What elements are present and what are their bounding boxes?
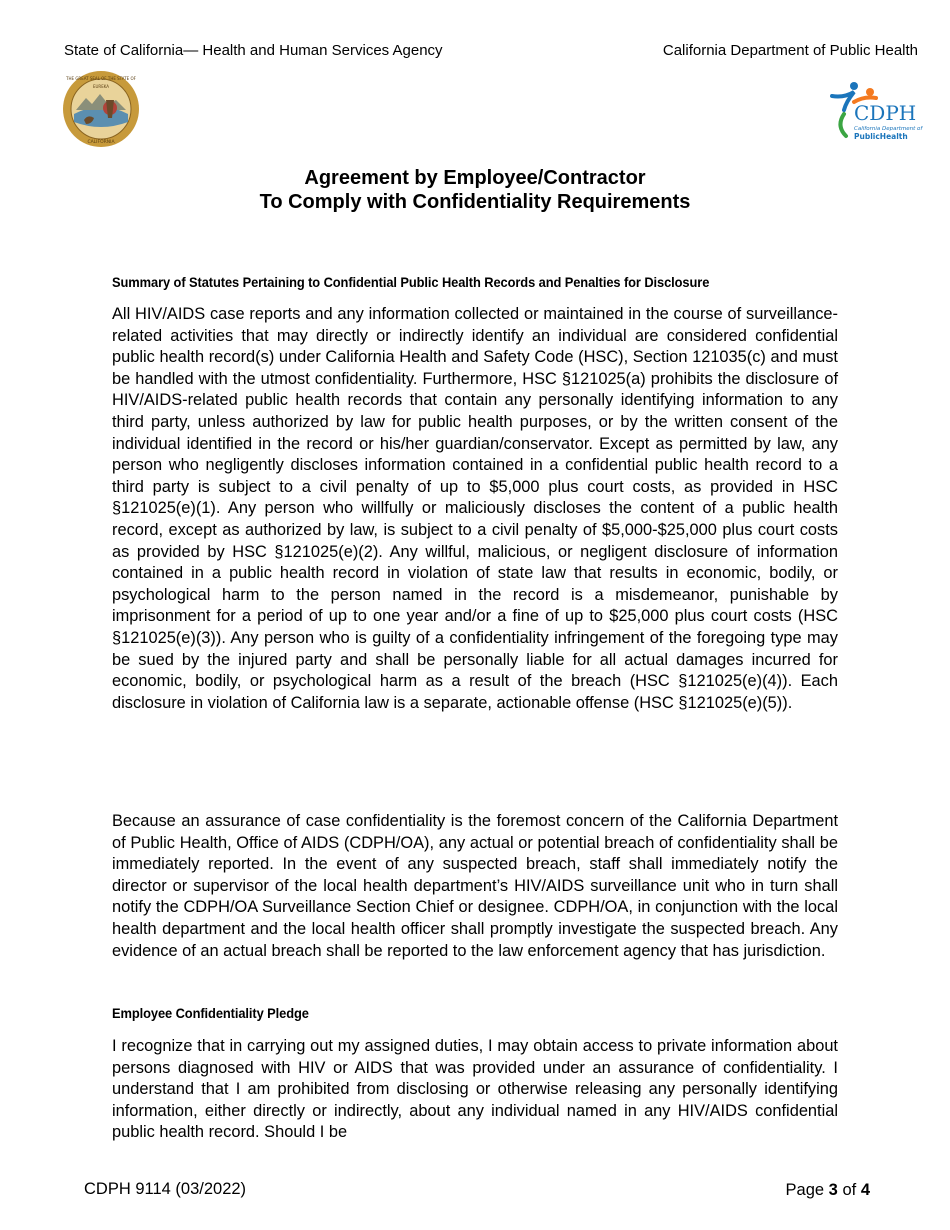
assurance-paragraph: Because an assurance of case confidentiality is the foremost concern of the California Department of Public Health, Office of AIDS (CDPH/OA), any actual or potential breach of confidentiality shall be immediately reported. In the event of any suspected breach, staff shall immediately notify the director or supervisor of the local health department’s HIV/AIDS surveillance unit who in turn shall notify the CDPH/OA Surveillance Section Chief or designee. CDPH/OA, in conjunction with the local health department and the local health officer shall promptly investigate the suspected breach. Any evidence of an actual breach shall be reported to the law enforcement agency that has jurisdiction.	[112, 812, 838, 960]
pledge-paragraph: I recognize that in carrying out my assigned duties, I may obtain access to private information about persons diagnosed with HIV or AIDS that was provided under an assurance of confidentiality. I understand that I am prohibited from disclosing or otherwise releasing any personally identifying information, either directly or indirectly, about any individual named in any HIV/AIDS confidential public health record. Should I be	[112, 1037, 838, 1142]
header-department: California Department of Public Health	[662, 42, 918, 59]
cdph-abbr: CDPH	[854, 101, 917, 125]
pledge-heading: Employee Confidentiality Pledge	[112, 1005, 309, 1021]
seal-motto: EUREKA	[92, 84, 110, 89]
page-label: Page	[785, 1181, 825, 1199]
page-of: of	[842, 1181, 857, 1199]
cdph-line1: California Department of	[854, 126, 923, 132]
page-current: 3	[828, 1181, 838, 1199]
seal-bottom-text: CALIFORNIA	[87, 140, 115, 145]
summary-paragraph: All HIV/AIDS case reports and any information collected or maintained in the course of surveillance-related activities that may directly or indirectly identify an individual are considered confidential public health record(s) under California Health and Safety Code (HSC), Section 121035(c) and must be handled with the utmost confidentiality. Furthermore, HSC §121025(a) prohibits the disclosure of HIV/AIDS-related public health records that contain any personally identifying information to any third party, unless authorized by law for public health purposes, or by the written consent of the individual identified in the record or his/her guardian/conservator. Except as permitted by law, any person who negligently discloses information contained in a confidential public health record to a third party is subject to a civil penalty of up to $5,000 plus court costs, as provided in HSC §121025(e)(1). Any person who willfully or maliciously discloses the content of a public health record, except as authorized by law, is subject to a civil penalty of $5,000-$25,000 plus court costs as provided by HSC §121025(e)(2). Any willful, malicious, or negligent disclosure of information contained in a public health record in violation of state law that results in economic, bodily, or psychological harm to the person named in the record is a misdemeanor, punishable by imprisonment for a period of up to one year and/or a fine of up to $25,000 plus court costs (HSC §121025(e)(3)). Any person who is guilty of a confidentiality infringement of the foregoing type may be sued by the injured party and shall be personally liable for all actual damages incurred for economic, bodily, or psychological harm as a result of the breach (HSC §121025(e)(4)). Each disclosure in violation of California law is a separate, actionable offense (HSC §121025(e)(5)).	[112, 305, 838, 712]
summary-heading: Summary of Statutes Pertaining to Confidential Public Health Records and Penalties for Disclosure	[112, 274, 710, 290]
cdph-logo	[824, 80, 924, 142]
document-title-line1: Agreement by Employee/Contractor	[304, 167, 646, 189]
california-seal-logo	[62, 70, 140, 148]
page-total: 4	[860, 1181, 870, 1199]
header-agency: State of California— Health and Human Services Agency	[64, 42, 443, 59]
seal-top-text: THE GREAT SEAL OF THE STATE OF	[66, 76, 136, 81]
form-identifier: CDPH 9114 (03/2022)	[84, 1180, 247, 1198]
document-title-line2: To Comply with Confidentiality Requirements	[259, 191, 691, 213]
page-number	[786, 1181, 870, 1200]
cdph-line2: PublicHealth	[854, 132, 908, 141]
